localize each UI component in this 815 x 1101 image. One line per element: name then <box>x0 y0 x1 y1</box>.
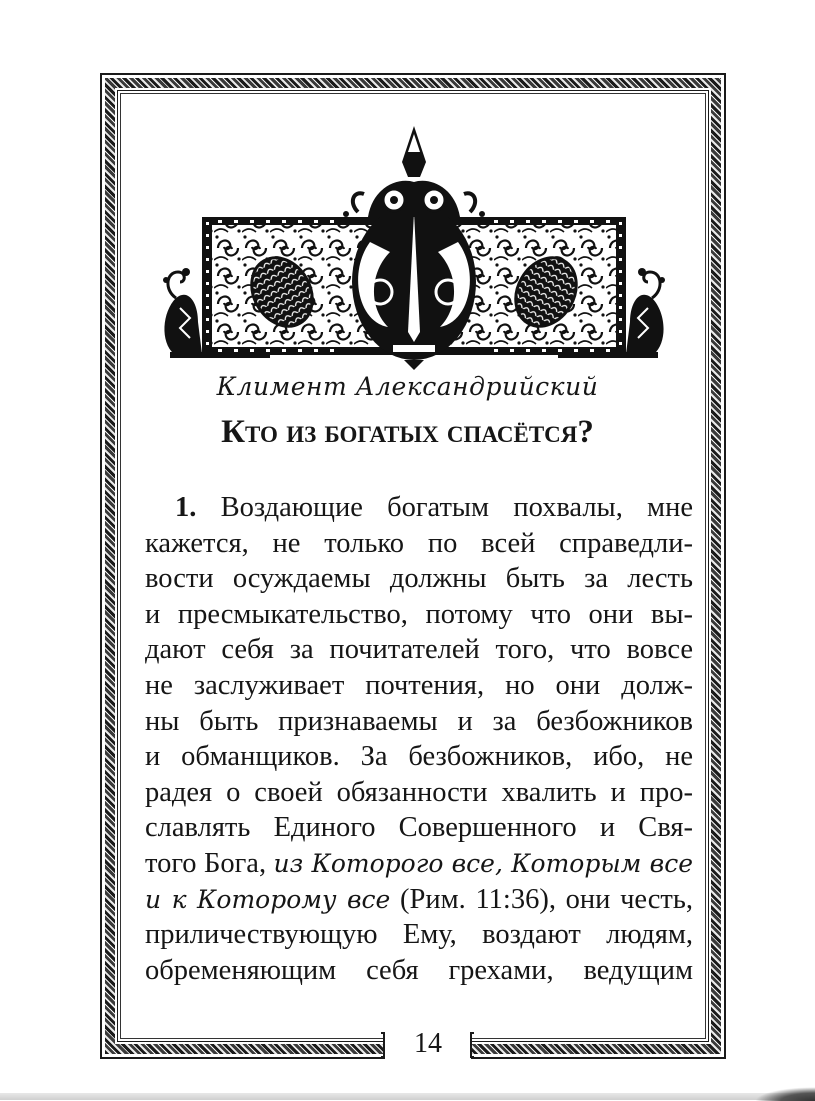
page-edge-shadow <box>0 1093 815 1100</box>
text-line: приличествующую Ему, воздают людям, <box>145 919 693 951</box>
text-line: дают себя за почитателей того, что вовсе <box>145 634 693 666</box>
text-line: обременяющим себя грехами, ведущим <box>145 954 693 986</box>
line-text: того Бога, <box>145 847 274 879</box>
line-text: Воздающие богатым похвалы, мне <box>196 492 693 523</box>
scripture-quote: и к Которому все <box>145 884 391 914</box>
paragraph-number: 1. <box>175 492 197 523</box>
text-line: радея о своей обязанности хвалить и про- <box>145 776 693 808</box>
scripture-quote: из Которого все, Которым все <box>273 848 694 878</box>
text-line: славлять Единого Совершенного и Свя- <box>145 812 693 844</box>
author-name: Климент Александрийский <box>216 372 599 401</box>
text-line: ны быть признаваемы и за безбожников <box>145 705 693 737</box>
text-line: вости осуждаемы должны быть за лесть <box>145 563 693 595</box>
page-number: 14 <box>414 1028 442 1059</box>
text-line <box>145 846 693 882</box>
chapter-title: Кто из богатых спасётся? <box>221 414 594 450</box>
line-text: (Рим. 11:36), они честь, <box>390 883 693 915</box>
text-line: и обманщиков. За безбожников, ибо, не <box>145 741 693 773</box>
text-line: кажется, не только по всей справедли- <box>145 527 693 559</box>
ornamental-headpiece-icon <box>158 122 670 370</box>
text-line: не заслуживает почтения, но они долж- <box>145 669 693 701</box>
body-paragraph <box>145 490 693 988</box>
text-line <box>145 490 693 526</box>
text-line <box>145 882 693 918</box>
text-line: и пресмыкательство, потому что они вы- <box>145 598 693 630</box>
